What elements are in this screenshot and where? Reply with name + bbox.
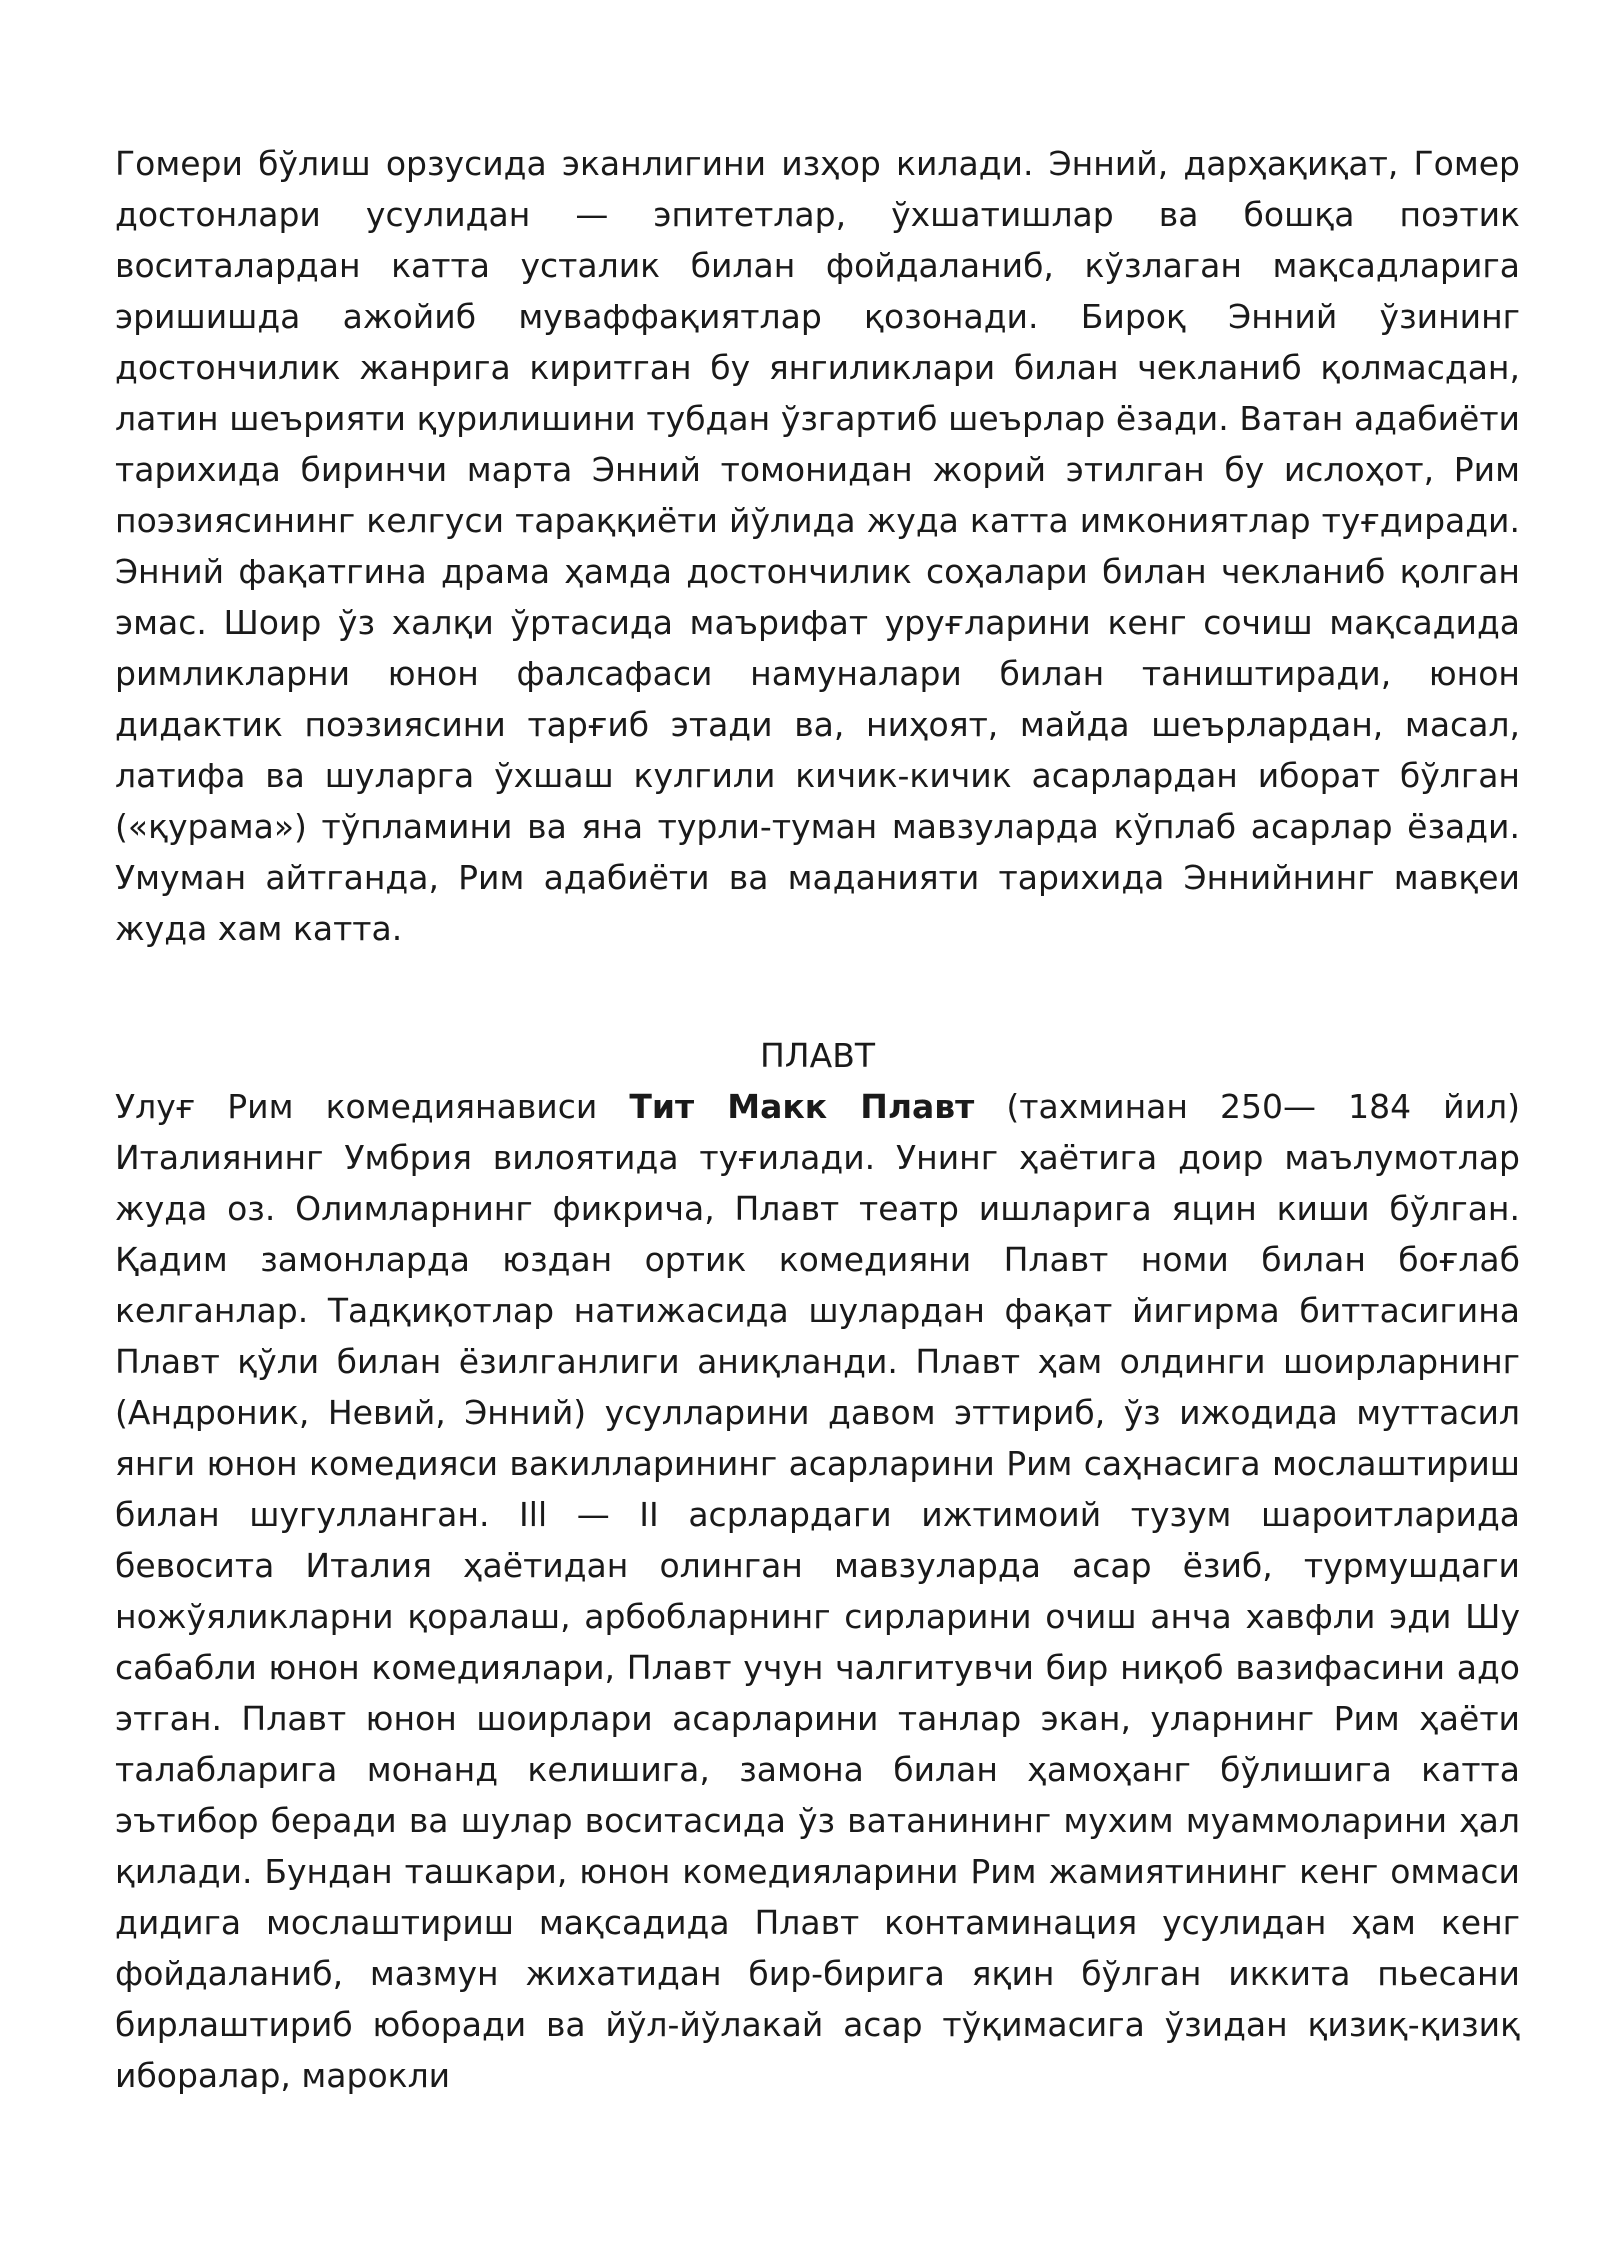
paragraph-ennius: Гомери бўлиш орзусида эканлигини изҳор килади. Энний, дарҳақиқат, Гомер достонлари усулидан — эпитетлар, ўхшатишлар ва бошқа поэтик воситалардан катта усталик билан фойдаланиб, кўзлаган мақсадларига эришишда ажойиб муваффақиятлар қозонади. Бироқ Энний ўзининг достончилик жанрига киритган бу янгиликлари билан чекланиб қолмасдан, латин шеърияти қурилишини тубдан ўзгартиб шеърлар ёзади. Ватан адабиёти тарихида биринчи марта Энний томонидан жорий этилган бу ислоҳот, Рим поэзиясининг келгуси тараққиёти йўлида жуда катта имкониятлар туғдиради. Энний фақатгина драма ҳамда достончилик соҳалари билан чекланиб қолган эмас. Шоир ўз халқи ўртасида маърифат уруғларини кенг сочиш мақсадида римликларни юнон фалсафаси намуналари билан таништиради, юнон дидактик поэзиясини тарғиб этади ва, ниҳоят, майда шеърлардан, масал, латифа ва шуларга ўхшаш кулгили кичик-кичик асарлардан иборат бўлган («қурама») тўпламини ва яна турли-туман мавзуларда кўплаб асарлар ёзади. Умуман айтганда, Рим адабиёти ва маданияти тарихида Эннийнинг мавқеи жуда хам катта. — [115, 144, 1520, 948]
paragraph-plautus-body: (тахминан 250— 184 йил) Италиянинг Умбрия вилоятида туғилади. Унинг ҳаётига доир маълумотлар жуда оз. Олимларнинг фикрича, Плавт театр ишларига яцин киши бўлган. Қадим замонларда юздан ортик комедияни Плавт номи билан боғлаб келганлар. Тадқиқотлар натижасида шулардан фақат йигирма биттасигина Плавт қўли билан ёзилганлиги аниқланди. Плавт ҳам олдинги шоирларнинг (Андроник, Невий, Энний) усулларини давом эттириб, ўз ижодида муттасил янги юнон комедияси вакилларининг асарларини Рим саҳнасига мослаштириш билан шугулланган. Ill — II асрлардаги ижтимоий тузум шароитларида бевосита Италия ҳаётидан олинган мавзуларда асар ёзиб, турмушдаги ножўяликларни қоралаш, арбобларнинг сирларини очиш анча хавфли эди Шу сабабли юнон комедиялари, Плавт учун чалгитувчи бир ниқоб вазифасини адо этган. Плавт юнон шоирлари асарларини танлар экан, уларнинг Рим ҳаёти талабларига монанд келишига, замона билан ҳамоҳанг бўлишига катта эътибор беради ва шулар воситасида ўз ватанининг мухим муаммоларини ҳал қилади. Бундан ташкари, юнон комедияларини Рим жамиятининг кенг оммаси дидига мослаштириш мақсадида Плавт контаминация усулидан ҳам кенг фойдаланиб, мазмун жихатидан бир-бирига яқин бўлган иккита пьесани бирлаштириб юборади ва йўл-йўлакай асар тўқимасига ўзидан қизиқ-қизиқ иборалар, марокли — [115, 1087, 1520, 2095]
author-name-bold: Тит Макк Плавт — [629, 1087, 975, 1126]
document-page — [115, 138, 1520, 2101]
section-heading-plautus: ПЛАВТ — [759, 1036, 875, 1075]
paragraph-plautus-lead: Улуғ Рим комедиянависи — [115, 1087, 630, 1126]
paragraph-plautus — [115, 1081, 1520, 2101]
